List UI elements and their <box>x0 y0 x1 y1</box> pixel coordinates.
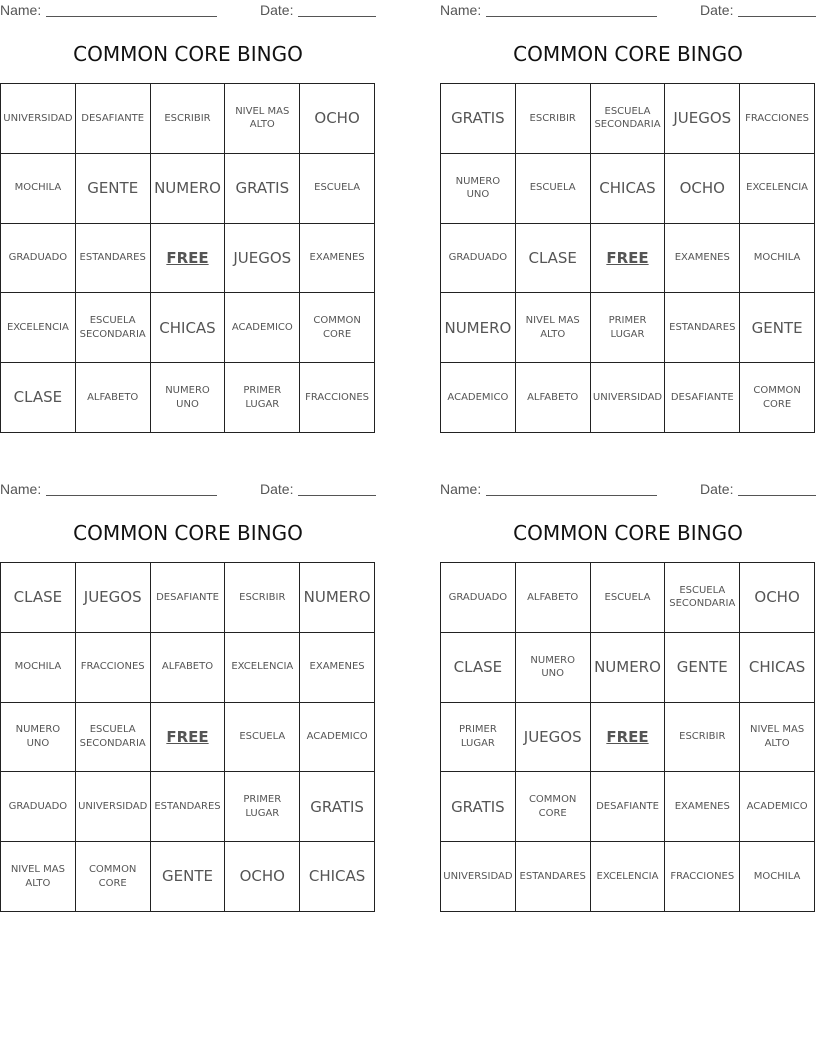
bingo-cell[interactable]: NUMERO <box>300 563 375 633</box>
bingo-cell[interactable]: MOCHILA <box>740 842 815 912</box>
bingo-cell[interactable]: UNIVERSIDAD <box>591 363 666 433</box>
bingo-cell[interactable]: FRACCIONES <box>76 633 151 703</box>
name-blank-line[interactable] <box>486 16 657 17</box>
bingo-cell[interactable]: UNIVERSIDAD <box>76 772 151 842</box>
bingo-cell[interactable]: ESCRIBIR <box>665 703 740 773</box>
bingo-cell[interactable]: FRACCIONES <box>300 363 375 433</box>
bingo-card <box>0 479 376 915</box>
bingo-cell[interactable]: ESCUELA SECONDARIA <box>76 293 151 363</box>
bingo-cell[interactable]: PRIMER LUGAR <box>225 363 300 433</box>
date-label: Date: <box>260 481 294 497</box>
bingo-cell[interactable]: ESCUELA SECONDARIA <box>665 563 740 633</box>
date-blank-line[interactable] <box>738 495 816 496</box>
bingo-cell[interactable]: EXAMENES <box>665 772 740 842</box>
bingo-cell[interactable]: GRATIS <box>300 772 375 842</box>
name-label: Name: <box>0 2 42 18</box>
bingo-cell[interactable]: NUMERO <box>591 633 666 703</box>
bingo-cell[interactable]: GENTE <box>740 293 815 363</box>
name-blank-line[interactable] <box>486 495 657 496</box>
bingo-cell[interactable]: COMMON CORE <box>516 772 591 842</box>
bingo-cell[interactable]: PRIMER LUGAR <box>225 772 300 842</box>
bingo-cell[interactable]: ESCUELA SECONDARIA <box>76 703 151 773</box>
bingo-cell[interactable]: ALFABETO <box>516 363 591 433</box>
bingo-cell[interactable]: COMMON CORE <box>300 293 375 363</box>
bingo-grid <box>0 562 375 912</box>
bingo-cell[interactable]: CLASE <box>441 633 516 703</box>
bingo-cell[interactable]: GENTE <box>151 842 226 912</box>
bingo-cell[interactable]: CLASE <box>1 563 76 633</box>
bingo-cell[interactable]: DESAFIANTE <box>591 772 666 842</box>
bingo-cell[interactable]: EXCELENCIA <box>1 293 76 363</box>
bingo-cell[interactable]: CHICAS <box>300 842 375 912</box>
bingo-cell[interactable]: GRADUADO <box>1 772 76 842</box>
bingo-cell[interactable]: CHICAS <box>591 154 666 224</box>
bingo-grid <box>0 83 375 433</box>
bingo-cell[interactable]: ALFABETO <box>151 633 226 703</box>
bingo-cell[interactable]: MOCHILA <box>1 633 76 703</box>
date-blank-line[interactable] <box>738 16 816 17</box>
bingo-cell[interactable]: ESCUELA SECONDARIA <box>591 84 666 154</box>
date-blank-line[interactable] <box>298 495 376 496</box>
card-title: COMMON CORE BINGO <box>513 42 743 66</box>
bingo-cell[interactable]: OCHO <box>225 842 300 912</box>
name-label: Name: <box>440 481 482 497</box>
bingo-cell[interactable]: OCHO <box>740 563 815 633</box>
bingo-cell[interactable]: MOCHILA <box>740 224 815 294</box>
bingo-cell[interactable]: ESCRIBIR <box>151 84 226 154</box>
bingo-cell[interactable]: EXCELENCIA <box>225 633 300 703</box>
name-blank-line[interactable] <box>46 495 217 496</box>
card-title: COMMON CORE BINGO <box>513 521 743 545</box>
bingo-cell[interactable]: ESCRIBIR <box>225 563 300 633</box>
card-title: COMMON CORE BINGO <box>73 42 303 66</box>
card-title: COMMON CORE BINGO <box>73 521 303 545</box>
free-space-cell[interactable]: FREE <box>591 703 666 773</box>
bingo-cell[interactable]: GRATIS <box>225 154 300 224</box>
bingo-cell[interactable]: NUMERO <box>151 154 226 224</box>
bingo-cell[interactable]: CHICAS <box>151 293 226 363</box>
bingo-cell[interactable]: NUMERO UNO <box>441 154 516 224</box>
bingo-cell[interactable]: GENTE <box>76 154 151 224</box>
bingo-cell[interactable]: DESAFIANTE <box>151 563 226 633</box>
bingo-card <box>440 479 816 915</box>
card-header <box>440 479 816 501</box>
bingo-cell[interactable]: GENTE <box>665 633 740 703</box>
bingo-cell[interactable]: ESCUELA <box>591 563 666 633</box>
bingo-cell[interactable]: FRACCIONES <box>665 842 740 912</box>
bingo-cell[interactable]: NUMERO UNO <box>1 703 76 773</box>
bingo-cell[interactable]: NIVEL MAS ALTO <box>1 842 76 912</box>
date-label: Date: <box>700 2 734 18</box>
bingo-grid <box>440 83 815 433</box>
name-blank-line[interactable] <box>46 16 217 17</box>
card-header <box>440 0 816 22</box>
bingo-cell[interactable]: GRATIS <box>441 772 516 842</box>
bingo-cell[interactable]: GRADUADO <box>1 224 76 294</box>
date-label: Date: <box>700 481 734 497</box>
bingo-cell[interactable]: ACADEMICO <box>300 703 375 773</box>
bingo-cell[interactable]: ALFABETO <box>76 363 151 433</box>
bingo-cell[interactable]: GRADUADO <box>441 563 516 633</box>
bingo-cell[interactable]: MOCHILA <box>1 154 76 224</box>
bingo-cell[interactable]: PRIMER LUGAR <box>591 293 666 363</box>
bingo-cell[interactable]: FRACCIONES <box>740 84 815 154</box>
bingo-cell[interactable]: ESCUELA <box>300 154 375 224</box>
free-space-cell[interactable]: FREE <box>151 224 226 294</box>
bingo-cell[interactable]: NIVEL MAS ALTO <box>740 703 815 773</box>
bingo-cell[interactable]: NUMERO UNO <box>151 363 226 433</box>
bingo-cell[interactable]: CHICAS <box>740 633 815 703</box>
bingo-cell[interactable]: ACADEMICO <box>225 293 300 363</box>
bingo-cell[interactable]: OCHO <box>300 84 375 154</box>
bingo-cell[interactable]: DESAFIANTE <box>665 363 740 433</box>
card-header <box>0 0 376 22</box>
name-label: Name: <box>0 481 42 497</box>
bingo-cell[interactable]: ACADEMICO <box>740 772 815 842</box>
bingo-cell[interactable]: EXAMENES <box>665 224 740 294</box>
bingo-cell[interactable]: JUEGOS <box>76 563 151 633</box>
bingo-cell[interactable]: ESTANDARES <box>76 224 151 294</box>
bingo-cell[interactable]: ALFABETO <box>516 563 591 633</box>
bingo-cell[interactable]: COMMON CORE <box>76 842 151 912</box>
bingo-cell[interactable]: CLASE <box>1 363 76 433</box>
date-blank-line[interactable] <box>298 16 376 17</box>
bingo-cell[interactable]: ESTANDARES <box>665 293 740 363</box>
bingo-cell[interactable]: ESCUELA <box>516 154 591 224</box>
free-space-cell[interactable]: FREE <box>591 224 666 294</box>
bingo-cell[interactable]: PRIMER LUGAR <box>441 703 516 773</box>
bingo-cell[interactable]: EXAMENES <box>300 224 375 294</box>
bingo-cell[interactable]: NIVEL MAS ALTO <box>225 84 300 154</box>
card-header <box>0 479 376 501</box>
bingo-cell[interactable]: ESTANDARES <box>151 772 226 842</box>
bingo-cell[interactable]: OCHO <box>665 154 740 224</box>
bingo-cell[interactable]: NUMERO UNO <box>516 633 591 703</box>
bingo-cell[interactable]: UNIVERSIDAD <box>1 84 76 154</box>
bingo-cell[interactable]: CLASE <box>516 224 591 294</box>
date-label: Date: <box>260 2 294 18</box>
bingo-cell[interactable]: ESCRIBIR <box>516 84 591 154</box>
bingo-card <box>440 0 816 436</box>
bingo-cell[interactable]: NIVEL MAS ALTO <box>516 293 591 363</box>
bingo-cell[interactable]: ACADEMICO <box>441 363 516 433</box>
free-space-cell[interactable]: FREE <box>151 703 226 773</box>
bingo-cell[interactable]: EXCELENCIA <box>740 154 815 224</box>
bingo-cell[interactable]: COMMON CORE <box>740 363 815 433</box>
bingo-cell[interactable]: EXCELENCIA <box>591 842 666 912</box>
bingo-cell[interactable]: GRATIS <box>441 84 516 154</box>
bingo-cell[interactable]: ESTANDARES <box>516 842 591 912</box>
bingo-cell[interactable]: GRADUADO <box>441 224 516 294</box>
bingo-cell[interactable]: JUEGOS <box>665 84 740 154</box>
bingo-grid <box>440 562 815 912</box>
bingo-cell[interactable]: JUEGOS <box>516 703 591 773</box>
bingo-card <box>0 0 376 436</box>
bingo-cell[interactable]: DESAFIANTE <box>76 84 151 154</box>
bingo-cell[interactable]: JUEGOS <box>225 224 300 294</box>
name-label: Name: <box>440 2 482 18</box>
bingo-cell[interactable]: ESCUELA <box>225 703 300 773</box>
bingo-cell[interactable]: EXAMENES <box>300 633 375 703</box>
bingo-cell[interactable]: UNIVERSIDAD <box>441 842 516 912</box>
bingo-cell[interactable]: NUMERO <box>441 293 516 363</box>
